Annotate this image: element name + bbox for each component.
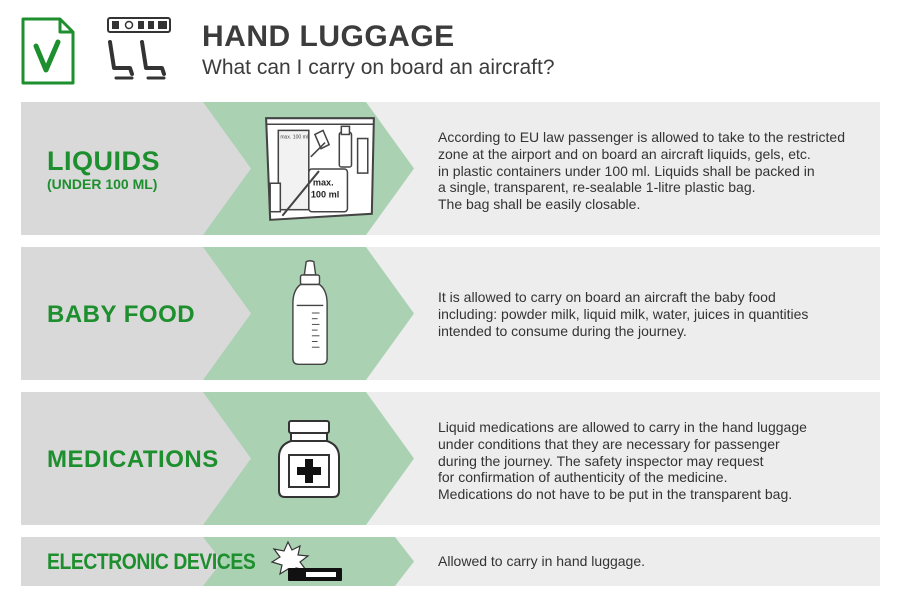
baby-food-row xyxy=(21,247,880,380)
electronic-devices-row xyxy=(21,537,880,586)
aircraft-seats-icon xyxy=(106,16,172,86)
liquids-row xyxy=(21,102,880,235)
electronic-device-icon xyxy=(266,538,346,584)
svg-text:max. 100 ml: max. 100 ml xyxy=(280,134,309,141)
page-subtitle: What can I carry on board an aircraft? xyxy=(202,56,555,79)
liquids-sublabel: (UNDER 100 ML) xyxy=(47,176,158,192)
baby-bottle-icon xyxy=(291,257,329,369)
svg-text:100 ml: 100 ml xyxy=(310,189,340,200)
medications-description: Liquid medications are allowed to carry in the hand luggage under conditions that they are necessary for passenger during the journey. The safety inspector may request for confirmation of authenticity of the medicine. Medications do not have to be put in the transparent bag. xyxy=(438,419,807,503)
medicine-jar-icon xyxy=(277,419,341,499)
baby-food-label: BABY FOOD xyxy=(47,301,196,328)
medications-row xyxy=(21,392,880,525)
liquids-label: LIQUIDS xyxy=(47,146,161,176)
baby-food-description: It is allowed to carry on board an aircraft the baby food including: powder milk, liquid milk, water, juices in quantities intended to consume during the journey. xyxy=(438,289,809,339)
document-checkmark-icon xyxy=(20,16,76,86)
page-title: HAND LUGGAGE xyxy=(202,20,455,53)
electronic-devices-label: ELECTRONIC DEVICES xyxy=(47,549,256,574)
electronic-devices-description: Allowed to carry in hand luggage. xyxy=(438,553,646,569)
medications-label: MEDICATIONS xyxy=(47,446,219,473)
svg-text:max.: max. xyxy=(312,177,334,188)
liquids-description: According to EU law passenger is allowed to take to the restricted zone at the airport and on board an aircraft liquids, gels, etc. in plastic containers under 100 ml. Liquids shall be packed in a single, transparent, re-sealable 1-litre plastic bag. The bag shall be easily closable. xyxy=(438,129,845,213)
liquids-bag-icon xyxy=(260,112,382,224)
